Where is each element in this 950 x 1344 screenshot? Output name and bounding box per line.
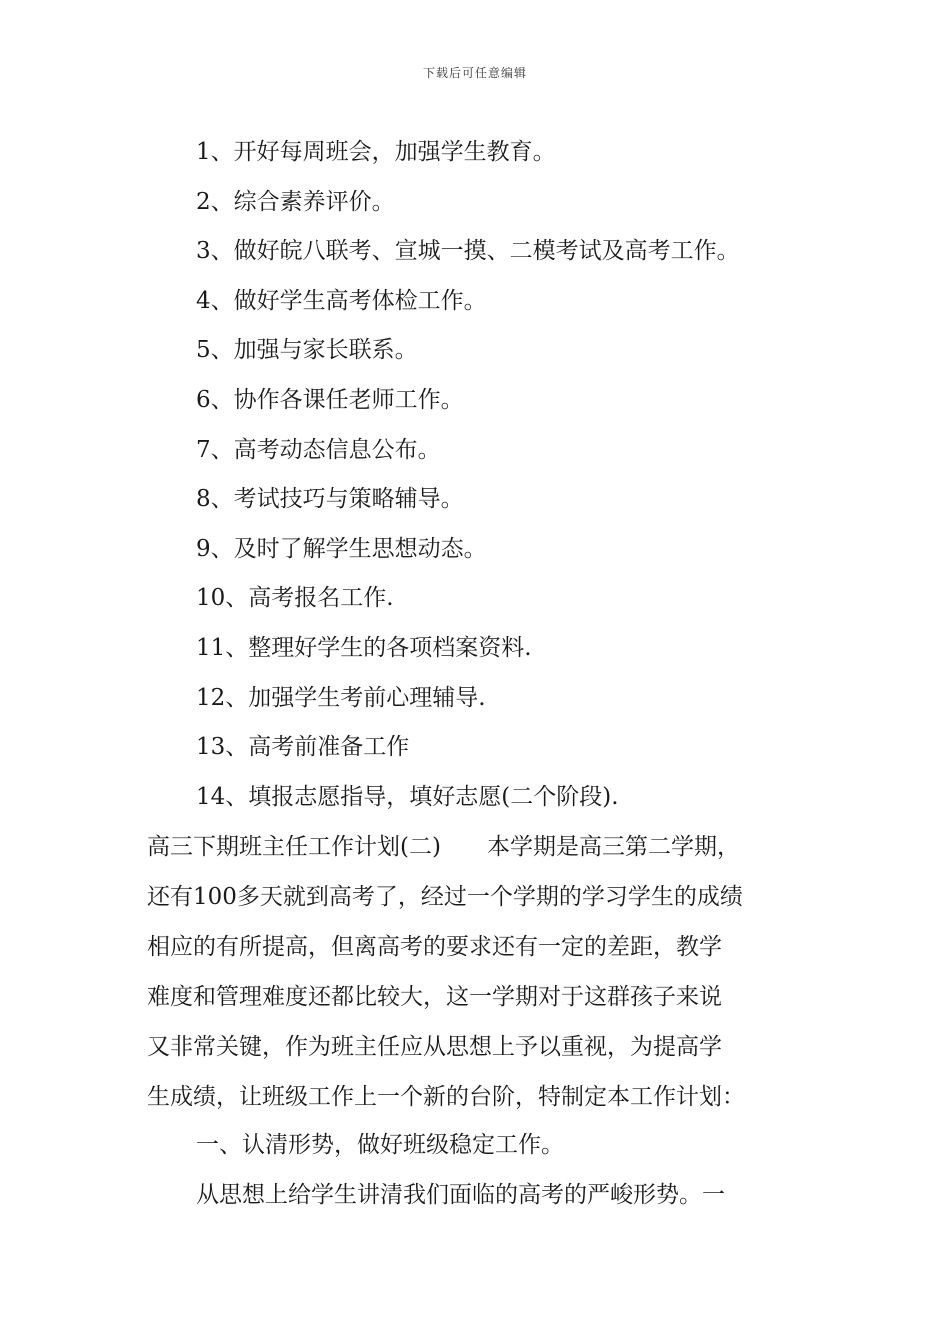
paragraph-line: 还有100多天就到高考了，经过一个学期的学习学生的成绩 xyxy=(147,884,743,910)
paragraph-line: 高三下期班主任工作计划(二) 本学期是高三第二学期， xyxy=(147,834,740,860)
list-item: 6、协作各课任老师工作。 xyxy=(196,386,464,413)
task-list xyxy=(196,128,740,822)
list-item: 14、填报志愿指导，填好志愿(二个阶段). xyxy=(196,783,619,810)
list-item: 1、开好每周班会，加强学生教育。 xyxy=(196,139,556,165)
list-item: 9、及时了解学生思想动态。 xyxy=(196,535,487,562)
list-item: 5、加强与家长联系。 xyxy=(196,337,418,364)
list-item: 3、做好皖八联考、宣城一摸、二模考试及高考工作。 xyxy=(196,238,740,265)
paragraph-line: 生成绩，让班级工作上一个新的台阶，特制定本工作计划： xyxy=(147,1084,745,1110)
list-item: 2、综合素养评价。 xyxy=(196,188,395,215)
list-item: 8、考试技巧与策略辅导。 xyxy=(196,486,464,513)
paragraph-line: 相应的有所提高，但离高考的要求还有一定的差距，教学 xyxy=(147,934,722,960)
section-heading: 一、认清形势，做好班级稳定工作。 xyxy=(196,1132,564,1158)
intro-paragraph xyxy=(147,822,815,1122)
list-item: 12、加强学生考前心理辅导. xyxy=(196,684,486,711)
page-header: 下载后可任意编辑 xyxy=(422,66,527,80)
paragraph-line: 难度和管理难度还都比较大，这一学期对于这群孩子来说 xyxy=(147,984,722,1010)
list-item: 11、整理好学生的各项档案资料. xyxy=(196,634,532,661)
list-item: 10、高考报名工作. xyxy=(196,585,394,612)
paragraph-line: 又非常关键，作为班主任应从思想上予以重视，为提高学 xyxy=(147,1034,722,1060)
list-item: 7、高考动态信息公布。 xyxy=(196,436,441,463)
list-item: 13、高考前准备工作 xyxy=(196,734,410,761)
list-item: 4、做好学生高考体检工作。 xyxy=(196,287,487,314)
closing-line: 从思想上给学生讲清我们面临的高考的严峻形势。一 xyxy=(196,1182,725,1208)
